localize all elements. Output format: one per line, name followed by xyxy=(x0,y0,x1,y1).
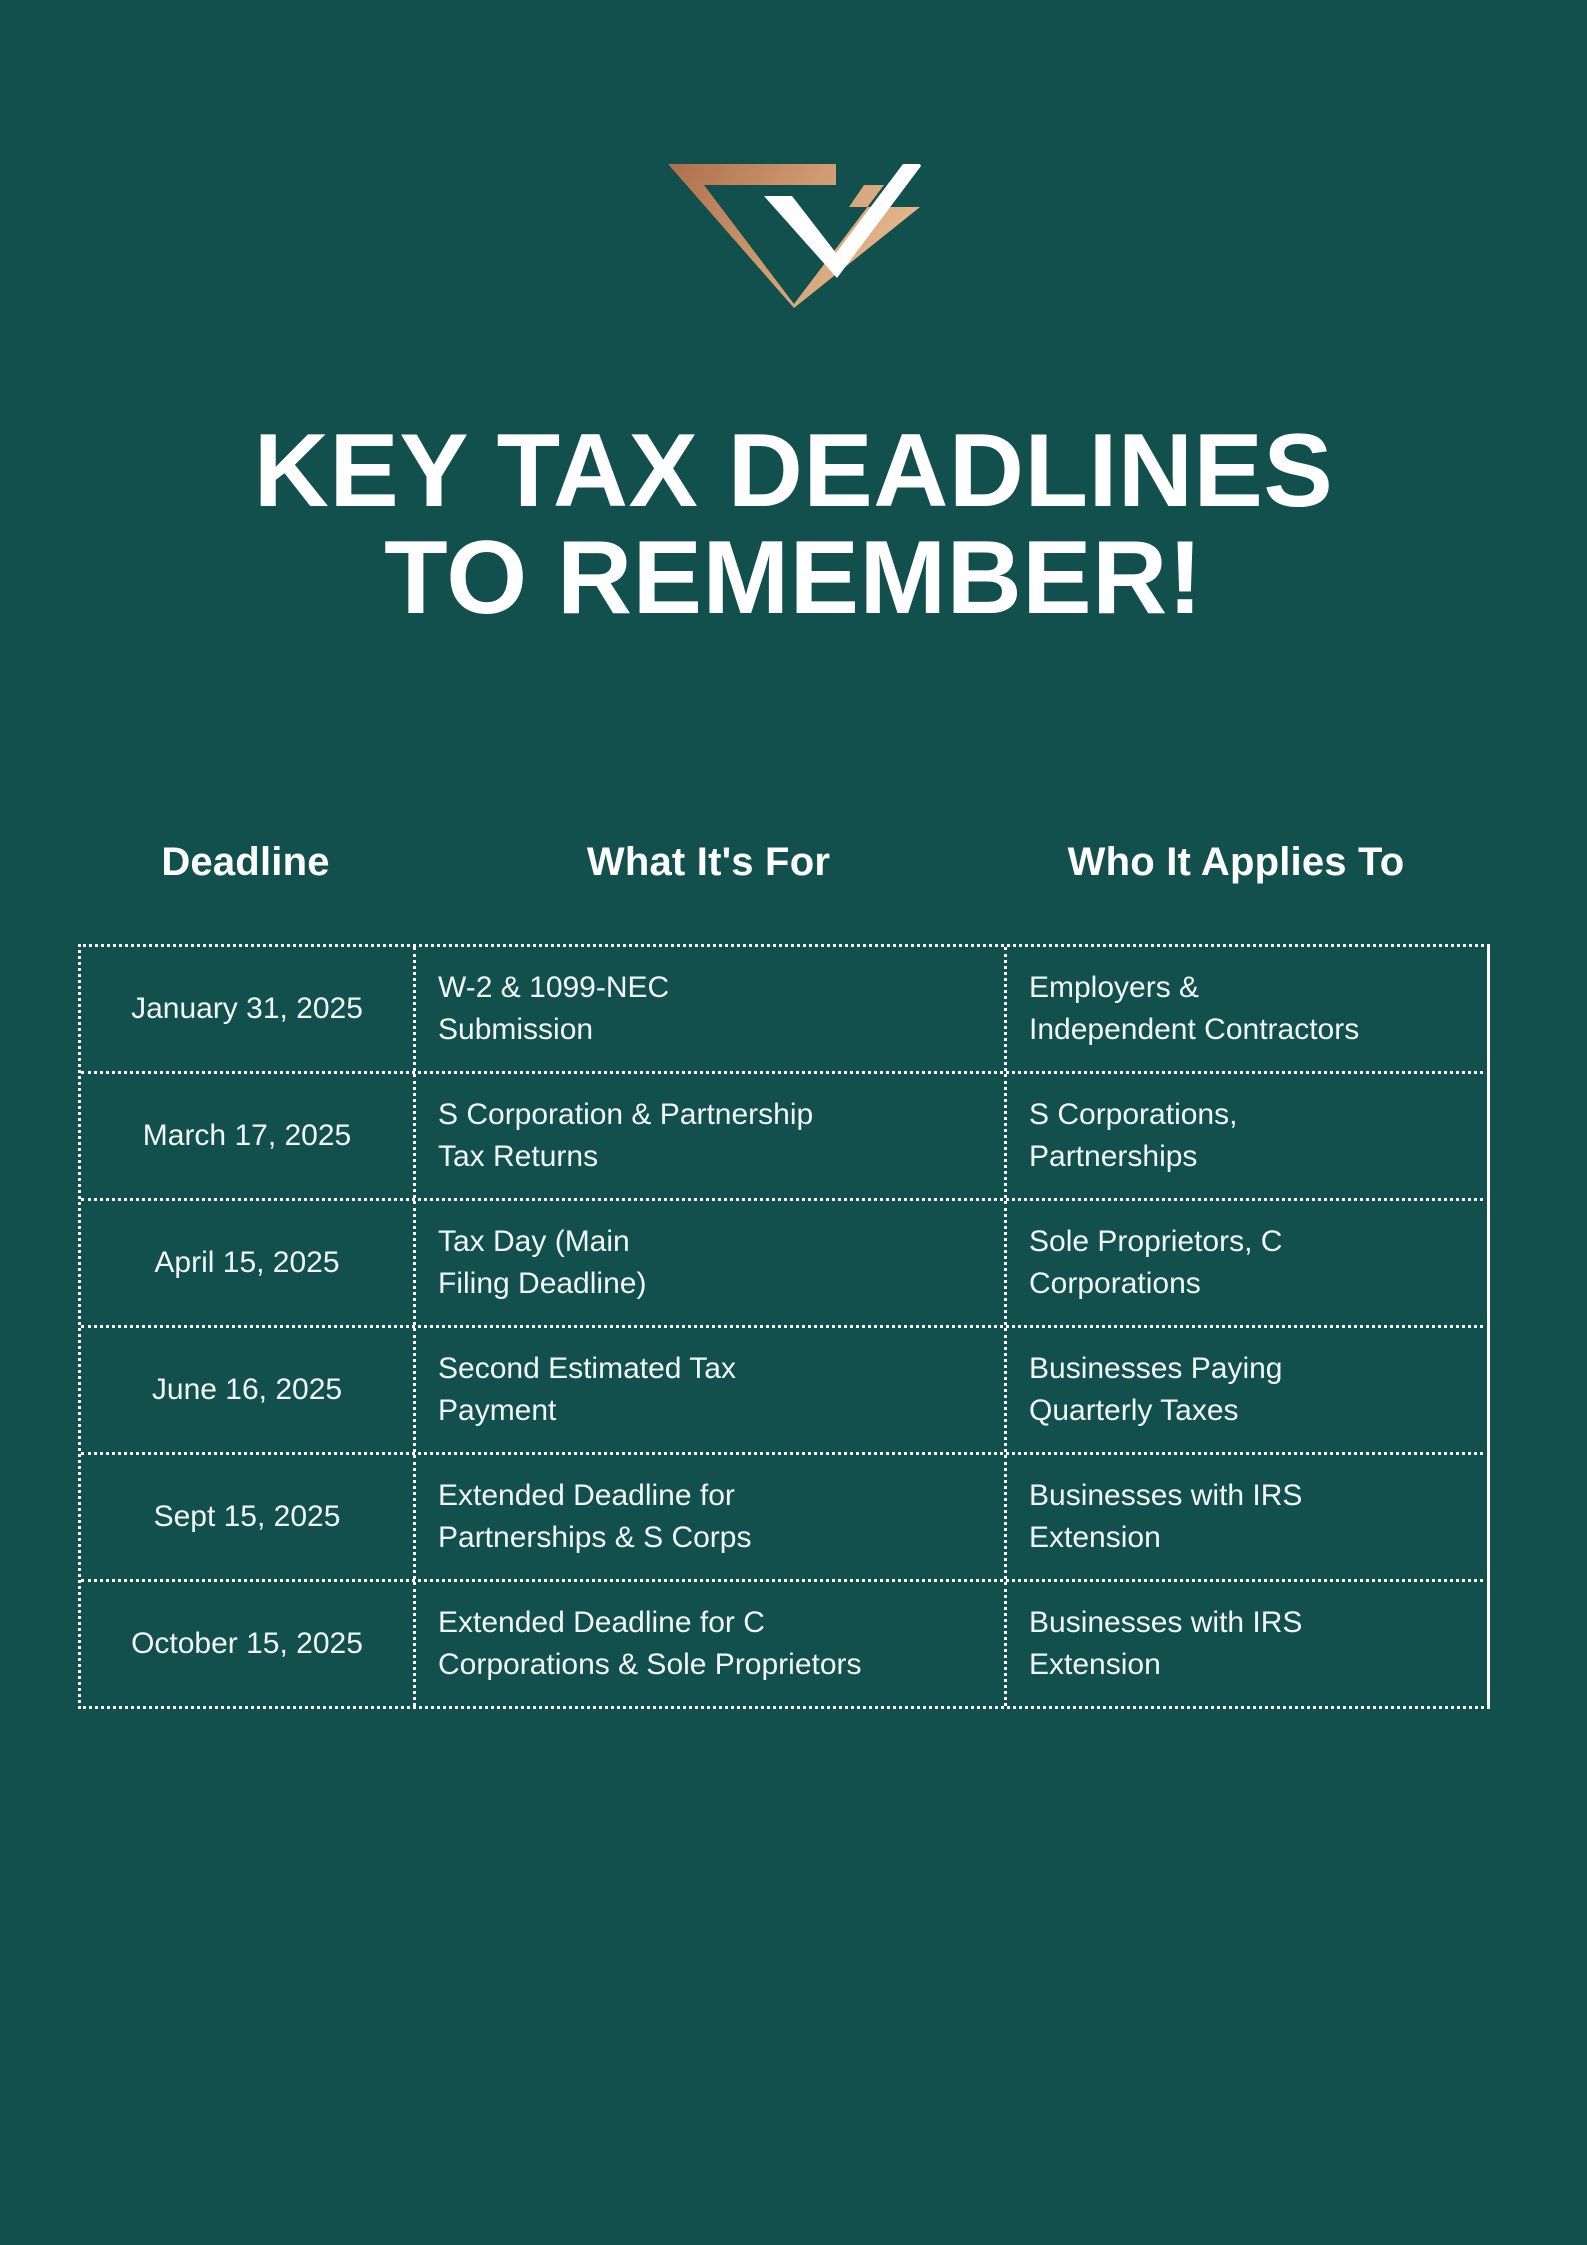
cell-text-line: Second Estimated Tax xyxy=(438,1352,736,1385)
cell-what-its-for xyxy=(416,1582,1007,1706)
cell-text-line: Independent Contractors xyxy=(1029,1013,1360,1046)
cell-text-line: Sole Proprietors, C xyxy=(1029,1225,1283,1258)
cell-who-it-applies-to xyxy=(1007,1201,1490,1325)
table-row xyxy=(81,1455,1490,1582)
cell-what-its-for xyxy=(416,947,1007,1071)
cell-text-line: Tax Day (Main xyxy=(438,1225,630,1258)
cell-deadline: June 16, 2025 xyxy=(81,1328,416,1452)
cell-deadline: March 17, 2025 xyxy=(81,1074,416,1198)
cell-who-it-applies-to xyxy=(1007,947,1490,1071)
cell-deadline: October 15, 2025 xyxy=(81,1582,416,1706)
cell-text-line: Businesses Paying xyxy=(1029,1352,1283,1385)
cell-text-line: W-2 & 1099-NEC xyxy=(438,971,670,1004)
cell-text-line: Extension xyxy=(1029,1648,1161,1681)
cell-text-line: Extended Deadline for xyxy=(438,1479,735,1512)
table-column-headers xyxy=(78,830,1468,894)
brand-logo xyxy=(0,160,1587,308)
cell-text-line: Businesses with IRS xyxy=(1029,1479,1303,1512)
cell-text-line: Extended Deadline for C xyxy=(438,1606,765,1639)
cell-who-it-applies-to xyxy=(1007,1582,1490,1706)
page-title xyxy=(78,413,1509,637)
column-header-who-it-applies-to: Who It Applies To xyxy=(1067,840,1405,884)
chevron-v-logo-icon xyxy=(664,160,924,308)
column-header-deadline: Deadline xyxy=(161,840,330,884)
table-row xyxy=(81,947,1490,1074)
page-title-line-1: KEY TAX DEADLINES xyxy=(253,413,1334,529)
cell-text-line: Payment xyxy=(438,1394,557,1427)
table-row xyxy=(81,1582,1490,1706)
cell-who-it-applies-to xyxy=(1007,1455,1490,1579)
cell-text-line: Tax Returns xyxy=(438,1140,599,1173)
cell-text-line: Partnerships & S Corps xyxy=(438,1521,752,1554)
cell-text-line: Submission xyxy=(438,1013,594,1046)
cell-deadline: April 15, 2025 xyxy=(81,1201,416,1325)
cell-text-line: Corporations xyxy=(1029,1267,1201,1300)
page-title-line-2: TO REMEMBER! xyxy=(384,520,1203,637)
table-row xyxy=(81,1201,1490,1328)
cell-text-line: Partnerships xyxy=(1029,1140,1198,1173)
cell-text-line: Filing Deadline) xyxy=(438,1267,647,1300)
cell-text-line: Businesses with IRS xyxy=(1029,1606,1303,1639)
cell-what-its-for xyxy=(416,1201,1007,1325)
cell-text-line: S Corporations, xyxy=(1029,1098,1238,1131)
cell-deadline: Sept 15, 2025 xyxy=(81,1455,416,1579)
cell-what-its-for xyxy=(416,1328,1007,1452)
cell-who-it-applies-to xyxy=(1007,1328,1490,1452)
cell-text-line: Employers & xyxy=(1029,971,1200,1004)
cell-text-line: Extension xyxy=(1029,1521,1161,1554)
table-row xyxy=(81,1328,1490,1455)
column-header-what-its-for: What It's For xyxy=(586,840,831,884)
cell-what-its-for xyxy=(416,1455,1007,1579)
cell-what-its-for xyxy=(416,1074,1007,1198)
cell-who-it-applies-to xyxy=(1007,1074,1490,1198)
table-row xyxy=(81,1074,1490,1201)
tax-deadlines-table xyxy=(78,944,1490,1709)
cell-text-line: Corporations & Sole Proprietors xyxy=(438,1648,862,1681)
cell-text-line: S Corporation & Partnership xyxy=(438,1098,814,1131)
cell-deadline: January 31, 2025 xyxy=(81,947,416,1071)
cell-text-line: Quarterly Taxes xyxy=(1029,1394,1239,1427)
